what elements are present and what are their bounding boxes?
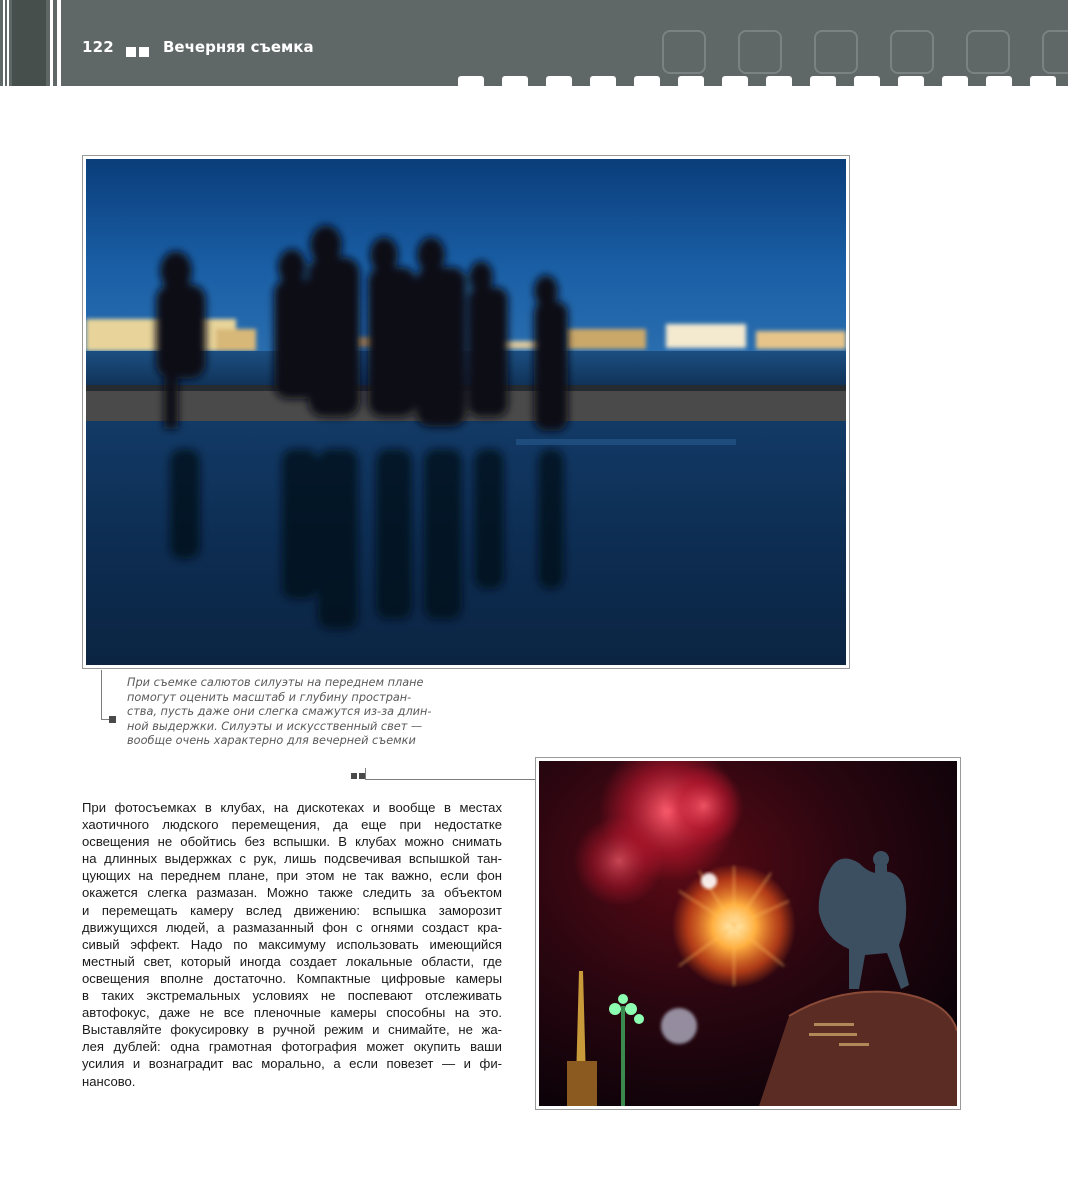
body-line: нансово. (82, 1073, 136, 1089)
caption-line: вообще очень характерно для вечерней съемки (127, 734, 416, 748)
body-paragraph (82, 799, 502, 1090)
header-stripes-decoration (0, 0, 64, 86)
caption-line: При съемке салютов силуэты на переднем плане (127, 676, 424, 689)
chapter-title: Вечерняя съемка (163, 38, 314, 56)
caption-marker-square (109, 716, 116, 723)
body-line: окажется слегка размазан. Можно также следить за объектом (82, 885, 502, 901)
body-line: и перемещать камеру вслед движению: вспышка заморозит (82, 902, 502, 918)
body-line: При фотосъемках в клубах, на дискотеках и вообще в местах (82, 800, 502, 815)
body-line: цующих на переднем плане, при этом не так важно, если фон (82, 868, 502, 884)
body-line: усилия и вознаградит вас морально, а если повезет — и фи- (82, 1056, 502, 1072)
body-line: автофокус, даже не все пленочные камеры способны на это. (82, 1005, 502, 1021)
caption-line: ства, пусть даже они слегка смажутся из-за длин- (127, 705, 432, 719)
body-line: освещения вполне достаточно. Компактные цифровые камеры (82, 970, 502, 986)
body-line: хаотичного людского перемещения, да еще при недостатке (82, 817, 502, 833)
header-bullet-squares (126, 42, 152, 61)
body-line: местный свет, который иногда создает локальные области, где (82, 953, 502, 969)
fireworks-monument-photo (539, 761, 957, 1106)
body-line: Выставляйте фокусировку в ручной режим и снимайте, не жа- (82, 1022, 502, 1038)
body-line: в таких экстремальных условиях не поспевают отслеживать (82, 988, 502, 1004)
body-line: на длинных выдержках с рук, лишь подсвечивая вспышкой тан- (82, 851, 502, 867)
caption-line: ной выдержки. Силуэты и искусственный свет — (127, 719, 423, 733)
body-line: лея дублей: одна грамотная фотография может окупить ваши (82, 1039, 502, 1055)
page-number: 122 (82, 38, 114, 56)
caption-line: помогут оценить масштаб и глубину простран- (127, 690, 412, 704)
silhouettes-embankment-photo (86, 159, 846, 665)
body-line: движущихся людей, а размазанный фон с огнями создаст кра- (82, 919, 502, 935)
photo-frame-silhouettes (82, 155, 850, 669)
body-line: сивый эффект. Надо по максимуму использовать имеющийся (82, 936, 502, 952)
page-header (0, 0, 1068, 86)
body-line: освещения не обойтись без вспышки. В клубах можно снимать (82, 834, 502, 850)
photo-caption (127, 676, 432, 749)
photo-frame-fireworks (535, 757, 961, 1110)
caption-connector-line (101, 670, 102, 719)
caption-link-line (365, 779, 535, 780)
